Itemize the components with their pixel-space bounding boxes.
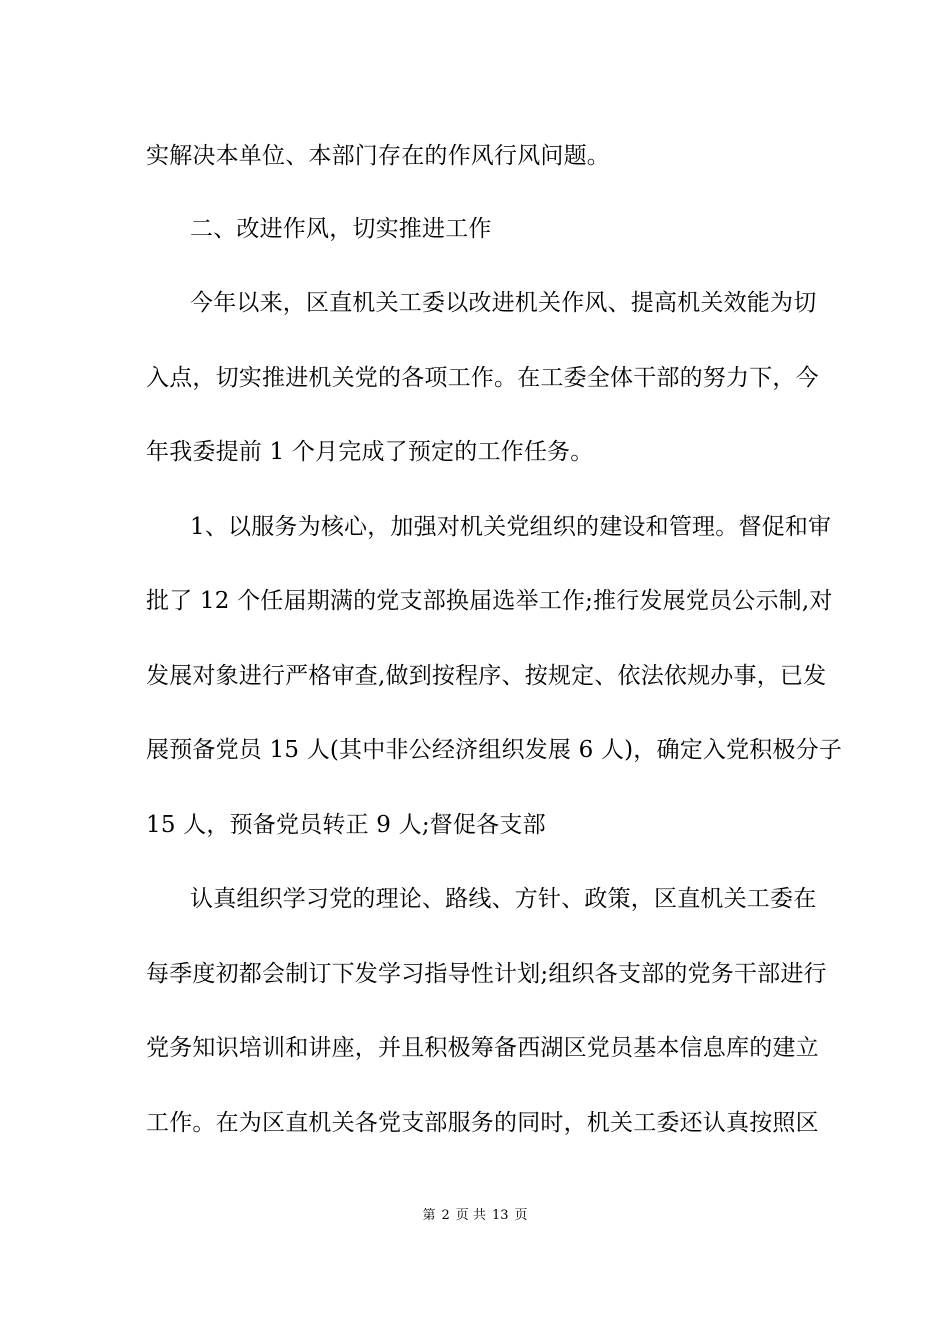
text-line: 1、以服务为核心，加强对机关党组织的建设和管理。督促和审 xyxy=(190,514,832,540)
footer-page-number: 2 xyxy=(441,1208,450,1223)
text-line: 批了 12 个任届期满的党支部换届选举工作;推行发展党员公示制,对 xyxy=(146,588,833,614)
page-footer xyxy=(0,1207,950,1225)
footer-prefix: 第 xyxy=(422,1208,436,1223)
text-line: 每季度初都会制订下发学习指导性计划;组织各支部的党务干部进行 xyxy=(146,961,827,987)
text-line: 展预备党员 15 人(其中非公经济组织发展 6 人)，确定入党积极分子 xyxy=(146,737,843,763)
text-line: 15 人，预备党员转正 9 人;督促各支部 xyxy=(146,812,546,838)
section-heading: 二、改进作风，切实推进工作 xyxy=(190,216,492,242)
footer-total-pages: 13 xyxy=(491,1208,509,1223)
text-line: 今年以来，区直机关工委以改进机关作风、提高机关效能为切 xyxy=(190,290,817,316)
text-line: 工作。在为区直机关各党支部服务的同时，机关工委还认真按照区 xyxy=(146,1110,819,1136)
footer-suffix: 页 xyxy=(514,1208,528,1223)
text-line: 实解决本单位、本部门存在的作风行风问题。 xyxy=(146,143,610,169)
footer-middle: 页 共 xyxy=(455,1208,486,1223)
text-line: 入点，切实推进机关党的各项工作。在工委全体干部的努力下，今 xyxy=(146,365,819,391)
text-line: 党务知识培训和讲座，并且积极筹备西湖区党员基本信息库的建立 xyxy=(146,1035,819,1061)
text-line: 认真组织学习党的理论、路线、方针、政策，区直机关工委在 xyxy=(190,886,817,912)
text-line: 发展对象进行严格审查,做到按程序、按规定、依法依规办事，已发 xyxy=(146,663,827,689)
text-line: 年我委提前 1 个月完成了预定的工作任务。 xyxy=(146,439,594,465)
